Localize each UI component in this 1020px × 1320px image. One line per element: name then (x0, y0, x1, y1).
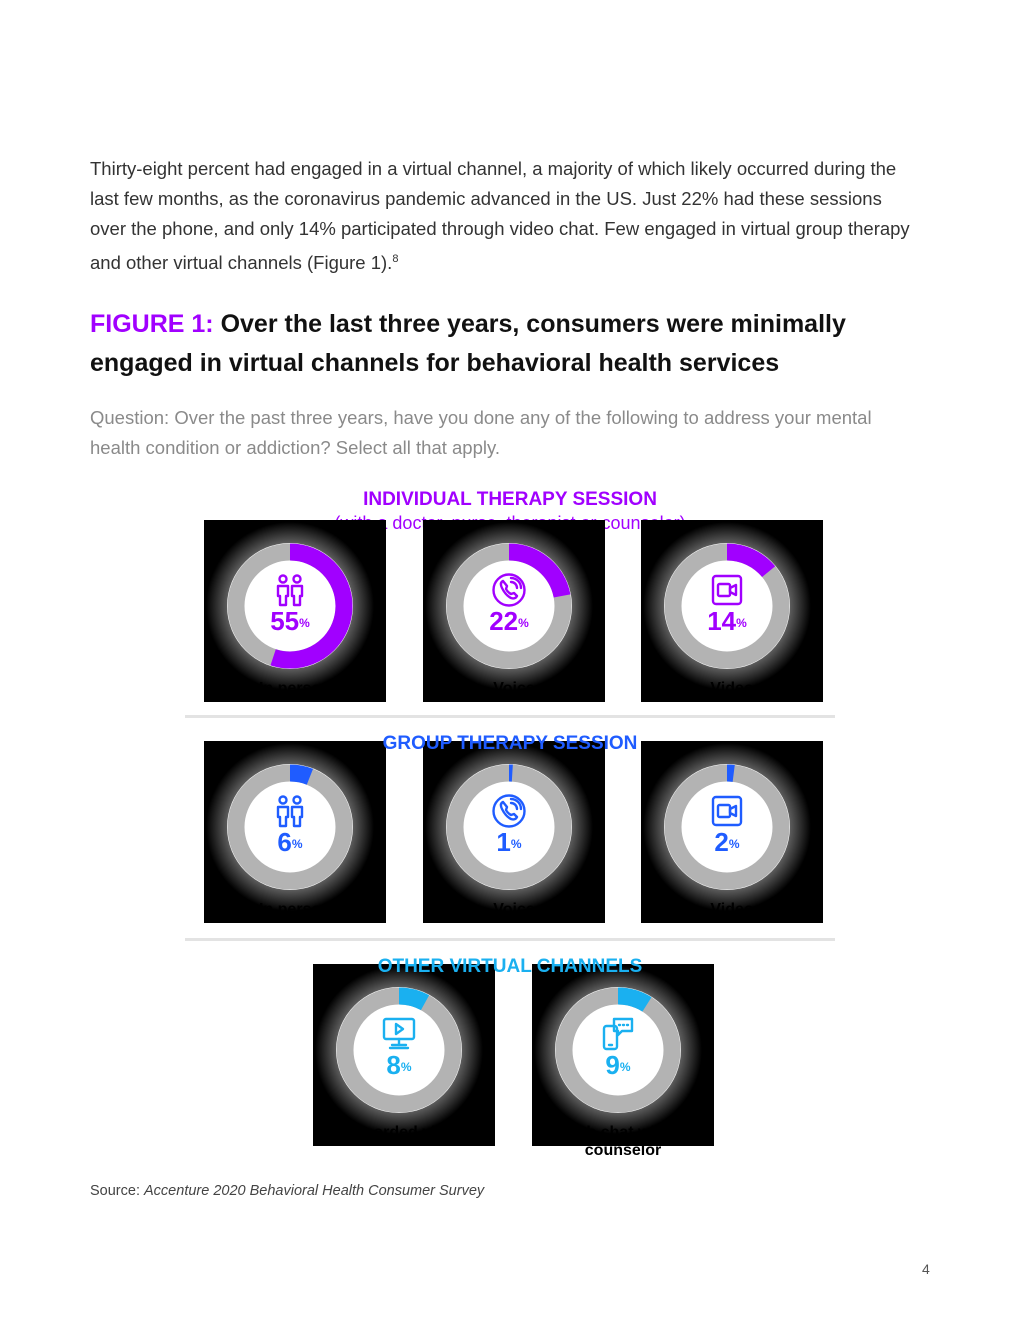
people-icon (272, 572, 308, 608)
donut-value-label: 6% (277, 827, 303, 857)
donut-value-label: 2% (714, 827, 740, 857)
footnote-ref: 8 (392, 253, 399, 265)
category-label: Voice (493, 680, 535, 697)
category-label: Video (710, 901, 754, 918)
source-note: Source: Accenture 2020 Behavioral Health Consumer Survey (90, 1183, 485, 1199)
video-icon (709, 572, 745, 608)
figure-title-text: Over the last three years, consumers were minimally engaged in virtual channels for behavioral health services (90, 310, 846, 377)
section-title: GROUP THERAPY SESSION (382, 733, 638, 754)
section-divider (185, 715, 835, 718)
category-label: Web chat with a counselor (562, 1124, 684, 1159)
donut-tile (423, 741, 605, 923)
category-label: Recorded video (343, 1124, 465, 1141)
page-number: 4 (922, 1261, 930, 1277)
chat-phone-icon (600, 1016, 636, 1052)
video-icon (709, 793, 745, 829)
section-title: INDIVIDUAL THERAPY SESSION (363, 489, 657, 510)
phone-icon (491, 793, 527, 829)
category-label: Voice (493, 901, 535, 918)
donut-value-label: 14% (707, 606, 747, 636)
section-divider (185, 938, 835, 941)
category-label: In person (258, 901, 331, 918)
donut-tile (532, 964, 714, 1159)
donut-tile (313, 964, 495, 1146)
category-label: In person (258, 680, 331, 697)
figure-label: FIGURE 1: (90, 310, 214, 338)
donut-value-label: 55% (270, 606, 310, 636)
survey-question: Question: Over the past three years, have you done any of the following to address your mental health condition or addiction? Select all that apply. (90, 407, 872, 458)
donut-value-label: 1% (496, 827, 522, 857)
donut-value-label: 22% (489, 606, 529, 636)
donut-value-label: 8% (386, 1050, 412, 1080)
donut-tile (641, 520, 823, 702)
phone-icon (491, 572, 527, 608)
intro-paragraph: Thirty-eight percent had engaged in a virtual channel, a majority of which likely occurred during the last few months, as the coronavirus pandemic advanced in the US. Just 22% had these sessions over the phone, and only 14% participated through video chat. Few engaged in virtual group therapy and other virtual channels (Figure 1).$^8$ (90, 158, 910, 274)
people-icon (272, 793, 308, 829)
donut-value-label: 9% (605, 1050, 631, 1080)
donut-tile (423, 520, 605, 702)
section-subtitle: doctor, (392, 513, 447, 533)
donut-tile (204, 741, 386, 923)
section-title: OTHER VIRTUAL CHANNELS (377, 956, 643, 977)
donut-tile (641, 741, 823, 923)
donut-tile (204, 520, 386, 702)
monitor-play-icon (381, 1016, 417, 1052)
category-label: Video (710, 680, 754, 697)
figure-title (90, 305, 930, 383)
